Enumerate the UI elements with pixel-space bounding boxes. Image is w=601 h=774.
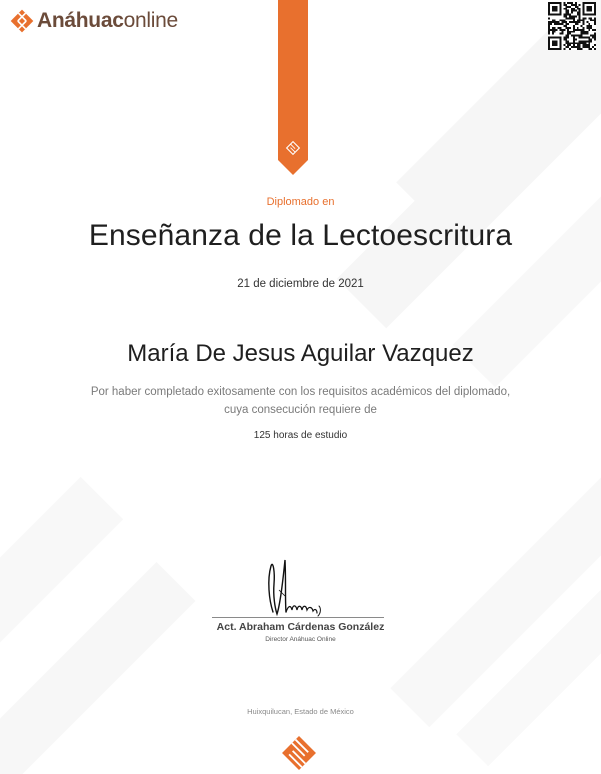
signer-name: Act. Abraham Cárdenas González — [216, 621, 385, 633]
signer-role: Director Anáhuac Online — [265, 636, 336, 643]
issue-date: 21 de diciembre de 2021 — [237, 278, 364, 290]
anahuac-online-logo — [10, 8, 178, 34]
description-line-1: Por haber completado exitosamente con los requisitos académicos del diplomado, — [90, 386, 511, 398]
orange-ribbon — [278, 0, 308, 175]
anahuac-logo-icon — [10, 9, 34, 33]
logo-text — [37, 8, 178, 34]
study-hours: 125 horas de estudio — [253, 430, 348, 441]
description-line-2: cuya consecución requiere de — [224, 404, 377, 416]
anahuac-logo-icon — [281, 735, 317, 771]
diploma-subtitle: Diplomado en — [266, 196, 335, 208]
logo-text-main: Anáhuac — [37, 9, 124, 32]
location-text: Huixquilucan, Estado de México — [247, 707, 354, 716]
recipient-name: María De Jesus Aguilar Vazquez — [127, 340, 474, 367]
signature-line — [212, 617, 384, 618]
handwritten-signature — [255, 550, 335, 620]
background-stripe — [390, 448, 601, 727]
program-title: Enseñanza de la Lectoescritura — [88, 219, 513, 252]
logo-text-sub: online — [123, 9, 178, 32]
completion-description — [0, 383, 601, 419]
qr-code-icon — [548, 2, 596, 50]
